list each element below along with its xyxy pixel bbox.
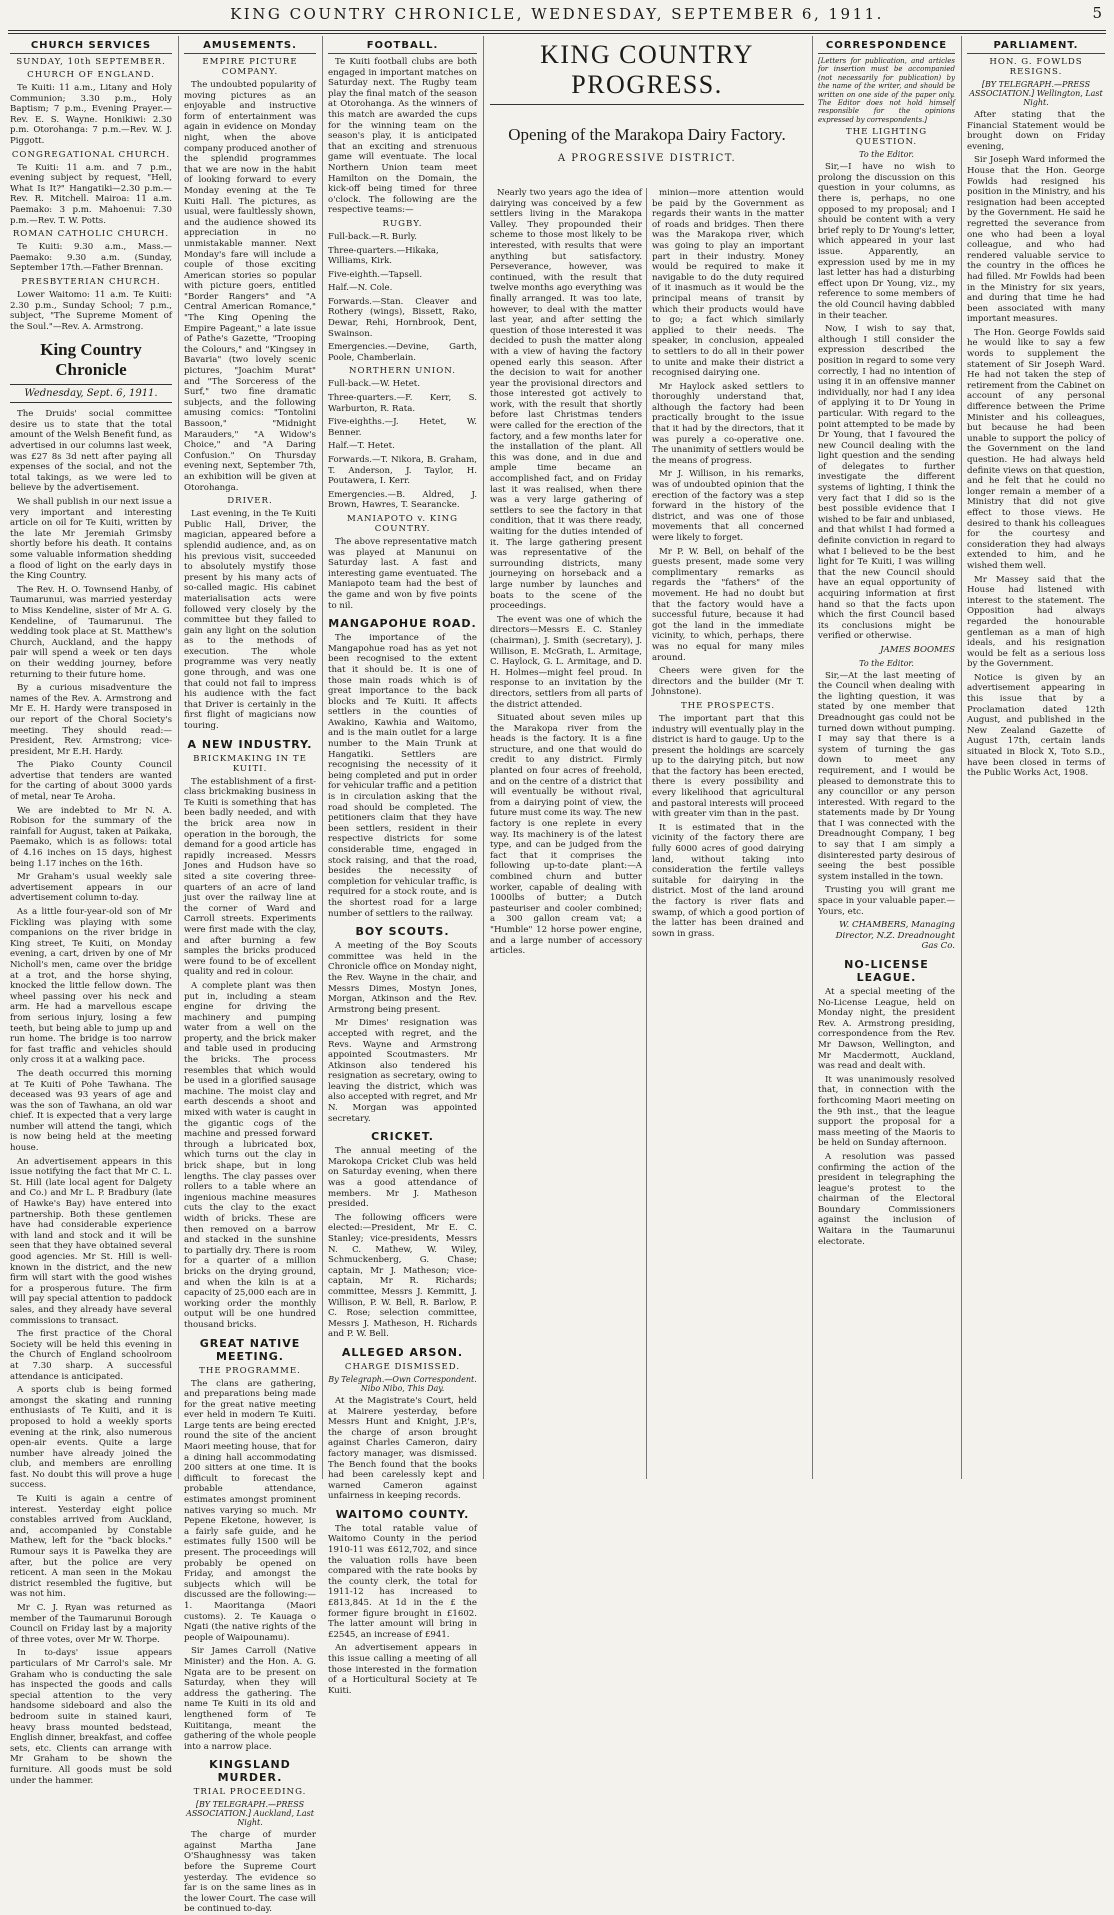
letter-salutation: To the Editor. [859,658,914,668]
lighting-question-heading: THE LIGHTING QUESTION. [845,127,928,148]
team-line: Full-back.—R. Burly. [328,231,417,242]
article-paragraph: Te Kuiti football clubs are both engaged in important matches on Saturday next. The Rugby team play the final match of the season at Otorohanga. As the winners of this match are awarded the cups for the winning team on the season's play, it is anticipated that an exciting and strenuous game will eventuate. The local Northern Union team meet Hamilton on the Domain, the kick-off being timed for three o'clock. The following are the respective teams:— [328,57,477,216]
article-paragraph: The following officers were elected:—President, Mr E. C. Stanley; vice-presidents, Messrs N. C. Mathew, W. Wiley, Schmuckenberg, G. Chase; captain, Mr J. Matheson; vice-captain, Mr R. Richards; committee, Messrs J. Kemmitt, J. Willison, P. W. Bell, R. Barlow, P. C. Rose; selection committee, Messrs J. Matheson, H. Richards and P. W. Bell. [328,1212,477,1340]
church-section-text: Lower Waitomo: 11 a.m. Te Kuiti: 2.30 p.m., Sunday School; 7 p.m., subject, "The Supreme Moment of the Soul."—Rev. A. Armstrong. [10,289,172,332]
news-paragraph: A sports club is being formed amongst the skating and running enthusiasts of Te Kuiti, and it is proposed to hold a weekly sports evening at the rink, also numerous open-air events. Quite a large number have already joined the club, and members are enrolling fast. No doubt this will prove a huge success. [10,1385,172,1491]
article-paragraph: The establishment of a first-class brickmaking business in Te Kuiti is something that has been badly needed, and with the brick area now in operation in the borough, the demand for a good article has rapidly increased. Messrs Jones and Hudson have so sited a site covering three-quarters of an acre of land just over the railway line at the corner of Ward and Carroll streets. Experiments were first made with the clay, and after burning a few samples the bricks produced were found to be of excellent quality and red in colour. [184,776,316,978]
team-line: Full-back.—W. Hetet. [328,379,420,390]
arson-subheading: CHARGE DISMISSED. [344,1361,461,1372]
church-section [10,70,172,147]
team-line: Emergencies.—Devine, Garth, Poole, Chamberlain. [328,342,477,363]
article-paragraph: Trusting you will grant me space in your valuable paper.—Yours, etc. [818,885,955,917]
main-article-body [490,188,804,1479]
paper-title: King Country Chronicle [40,340,142,380]
maniapoto-heading: MANIAPOTO v. KING COUNTRY. [347,513,458,534]
main-article-right-column [652,188,804,1479]
fowlds-heading: HON. G. FOWLDS RESIGNS. [989,57,1083,77]
rugby-heading: RUGBY. [382,218,423,229]
article-paragraph: Mr J. Willison, in his remarks, was of undoubted opinion that the erection of the factory was a step forward in the history of the district, and was one of those movements that all concerned were likely to forget. [652,469,804,543]
article-paragraph: The clans are gathering, and preparations being made for the great native meeting ever held in modern Te Kuiti. Large tents are being erected round the site of the ancient Maori meeting house, that for a dining hall accommodating 200 sitters at one time. It is difficult to forecast the probable attendance, estimates amongst prominent natives varying so much. Mr Pepene Eketone, however, is a fairly safe guide, and he estimates fully 1500 will be present. The proceedings will probably be opened on Friday, and amongst the subjects which will be discussed are the following:— 1. Maoritanga (Maori customs). 2. Te Kauaga o Ngati (the native rights of the people of Waipounamu). [184,1378,316,1643]
article-paragraph: It was unanimously resolved that, in connection with the forthcoming Maori meeting on the 9th inst., that the league support the proposal for a mass meeting of the Maoris to be held on Sunday afternoon. [818,1074,955,1149]
column-divider [812,36,813,1479]
article-paragraph: After stating that the Financial Statement would be brought down on Friday evening, [967,110,1105,152]
article-paragraph: Now, I wish to say that, although I still consider the expression described the position in regard to some very correctly, I had no intention of using it in an offensive manner individually, nor had I any idea of applying it to Dr Young in particular. With regard to the point attempted to be made by Dr Young, that I favoured the new Council dealing with the light question and the sending of delegates to further investigate the different systems of lighting, I think the very fact that I did so is the best possible evidence that I wished to be fair and unbiased, and that whilst I had formed a definite conviction in regard to what I believed to be the best light for Te Kuiti, I was willing that the new Council should have an equal opportunity of acquiring information at first hand so that the facts upon which the first Council based its conclusions might be verified or otherwise. [818,324,956,642]
column-3 [328,36,477,1696]
news-paragraph: The first practice of the Choral Society will be held this evening in the Church of England schoolroom at 7.30 sharp. A successful attendance is anticipated. [10,1329,172,1382]
news-paragraph: Te Kuiti is again a centre of interest. Yesterday eight police constables arrived from Auckland, and, accompanied by Constable Mathew, left for the "back blocks." Rumour says it is Pawelka they are after, but the police are very reticent. A man seen in the Mokau district resembled the fugitive, but was not him. [10,1494,172,1600]
no-license-heading: NO-LICENSE LEAGUE. [844,958,929,984]
news-paragraph: As a little four-year-old son of Mr Fickling was playing with some companions on the river bridge in King street, Te Kuiti, on Monday evening, a cart, driven by one of Mr Nicholl's men, came over the bridge at a trot, and the horse shying, knocked the little fellow down. The wheel passing over his neck and arm. He had a marvellous escape from serious injury, losing a few teeth, but being able to jump up and run home. The bridge is too narrow for fast traffic and vehicles should only cross it at a walking pace. [10,907,172,1066]
article-paragraph: Cheers were given for the directors and the builder (Mr T. Johnstone). [652,666,804,698]
church-section-text: Te Kuiti: 11 a.m. and 7 p.m., evening subject by request, "Hell, What Is It?" Hangatiki—2.30 p.m.—Rev. R. Mitchell. Mairoa: 11 a.m. Paemako: 3 p.m. Mahoenui: 7.30 p.m.—Rev. T. W. Potts. [10,162,172,226]
industry-subheading: BRICKMAKING IN TE KUITI. [193,753,307,774]
team-line: Three-quarters.—Hikaka, Williams, Kirk. [328,245,439,267]
column-2 [184,36,316,1915]
arson-dateline: By Telegraph.—Own Correspondent. Nibo Nibo, This Day. [328,1374,477,1393]
parliament-heading: PARLIAMENT. [967,40,1105,54]
mangapohue-heading: MANGAPOHUE ROAD. [328,617,477,631]
masthead-title: KING COUNTRY CHRONICLE, WEDNESDAY, SEPTEMBER 6, 1911. [230,5,884,23]
main-article-left-column [490,188,642,1479]
news-paragraph: By a curious misadventure the names of the Rev. A. Armstrong and Mr E. H. Hardy were transposed in our report of the Choral Society's meeting. They should read:—President, Rev. Armstrong; vice-president, Mr E.H. Hardy. [10,683,172,757]
northern-union-heading: NORTHERN UNION. [348,366,456,377]
column-5 [818,36,955,1479]
arson-heading: ALLEGED ARSON. [341,1345,464,1359]
main-article-kicker: A PROGRESSIVE DISTRICT. [557,153,737,164]
letter-signature: W. CHAMBERS, Managing Director, N.Z. Dreadnought Gas Co. [835,920,955,952]
article-paragraph: Mr Massey said that the House had listened with interest to the statement. The Opposition had always regarded the honourable gentleman as a man of high ideals, and his resignation would be felt as a serious loss by the Government. [967,574,1105,670]
news-paragraph: The Rev. H. O. Townsend Hanby, of Taumarunui, was married yesterday to Miss Kendeline, sister of Mr A. G. Kendeline, of Taumarunui. The wedding took place at St. Matthew's Church, Auckland, and the happy pair will spend a week or ten days on their wedding journey, before returning to their future home. [10,584,172,680]
article-paragraph: minion—more attention would be paid by the Government as regards their wants in the matter of roads and bridges. Then there was the Marakopa river, which was going to play an important part in their industry. Money would be required to make it navigable to do the duty required of it inasmuch as it would be the principal means of transit by which their products would have to go; a fact which similarly applied to their needs. The speaker, in conclusion, appealed to settlers to do all in their power to unite and make their district a recognised dairying one. [652,188,804,379]
article-paragraph: Situated about seven miles up the Marakopa river from the heads is the factory. It is a fine structure, and one that would do credit to any district. Firmly planted on four acres of freehold, and on the centre of a district that will eventually be without rival, from a dairying point of view, the future must come its way. The new factory is one replete in every way. Its machinery is of the latest type, and can be judged from the fact that it comprises the following up-to-date plant:—A combined churn and butter worker, capable of dealing with 1000lbs of butter; a Dutch pasteuriser and cooler combined; a 300 gallon cream vat; a "Humble" 12 horse power engine, and a large number of accessory articles. [490,713,642,957]
column-divider [178,36,179,1479]
native-meeting-heading: GREAT NATIVE MEETING. [199,1336,301,1363]
native-meeting-subheading: THE PROGRAMME. [199,1365,301,1376]
church-section-heading: PRESBYTERIAN CHURCH. [21,276,161,287]
football-heading: FOOTBALL. [328,40,477,54]
empire-heading: EMPIRE PICTURE COMPANY. [202,57,298,77]
team-line: Five-eighth.—Tapsell. [328,269,423,280]
news-paragraph: In to-days' issue appears particulars of Mr Carrol's sale. Mr Graham who is conducting the sale has inspected the goods and calls special attention to the very handsome sideboard and also the bedroom suite in stained kauri, heavy brass mounted bedstead, English dinner, breakfast, and coffee sets, etc. Clients can arrange with Mr Graham to be shown the furniture. All goods must be sold under the hammer. [10,1648,172,1786]
church-section [10,229,172,274]
church-services-heading: CHURCH SERVICES [10,40,172,54]
article-paragraph: The annual meeting of the Marokopa Cricket Club was held on Saturday evening, when there was a good attendance of members. Mr J. Matheson presided. [328,1146,477,1210]
article-paragraph: Notice is given by an advertisement appearing in this issue that by a Proclamation dated 12th August, and published in the New Zealand Gazette of August 17th, certain lands situated in Block X, Toto S.D., have been closed in terms of the Public Works Act, 1908. [967,672,1105,779]
article-paragraph: Nearly two years ago the idea of dairying was conceived by a few settlers living in the Marakopa Valley. They propounded their scheme to those most likely to be interested, with results that were anything but satisfactory. Perseverance, however, was continued, with the result that twelve months ago everything was finally arranged. It was too late, however, to deal with the matter last year, and after setting the question of those interested it was decided to push the matter along with a view of having the factory opened early this season. After the decision to wait for another year the provisional directors and those interested got actively to work, with the result that shortly before last Christmas tenders were called for the erection of the factory, and a few months later for the installation of the plant. All this was done, and in due and ample time became an accomplished fact, and on Friday last it was realised, when there was a very large gathering of settlers to see the factory in that condition, that it was there ready, waiting for the duties intended of it. The large gathering present was representative of the surrounding districts, many journeying on horseback and a large number by launches and boats to the scene of the proceedings. [490,188,642,612]
news-paragraph: The death occurred this morning at Te Kuiti of Pohe Tawhana. The deceased was 93 years of age and was the son of Tawhana, an old war chief. It is expected that a very large number will attend the tangi, which is now being held at the meeting house. [10,1068,172,1154]
article-paragraph: At a special meeting of the No-License League, held on Monday night, the president Rev. A. Armstrong presiding, correspondence from the Rev. Mr Dawson, Wellington, and Mr Macdermott, Auckland, was read and dealt with. [818,987,955,1072]
masthead [0,0,1114,28]
article-paragraph: It is estimated that in the vicinity of the factory there are fully 6000 acres of good dairying land, without taking into consideration the fertile valleys suitable for dairying in the district. Most of the land around the factory is river flats and swamp, of which a good portion of the latter has been drained and sown in grass. [652,822,804,939]
team-line: Forwards.—Stan. Cleaver and Rothery (wings), Bissett, Rako, Dewar, Rehi, Hornbrook, Dent, Swainson. [328,296,477,339]
article-paragraph: The Hon. George Fowlds said he would like to say a few words to supplement the statement of Sir Joseph Ward. He had not taken the step of retirement from the Cabinet on account of any personal difference between the Prime Minister and his colleagues, but because he had been unable to support the policy of the Government on the land question. He had always held definite views on that question, and he felt that he could no longer remain a member of a Ministry that did not give effect to those views. He desired to thank his colleagues for the courtesy and consideration they had always extended to him, and he wished them well. [967,327,1105,571]
paper-date: Wednesday, Sept. 6, 1911. [10,384,172,403]
cricket-heading: CRICKET. [371,1130,434,1144]
news-paragraph: Mr Graham's usual weekly sale advertisement appears in our advertisement column to-day. [10,872,172,904]
news-paragraph: An advertisement appears in this issue notifying the fact that Mr C. L. St. Hill (late local agent for Dalgety and Co.) and Mr L. P. Bradbury (late of Hawke's Bay) have entered into partnership. Both these gentlemen have had considerable experience with land and stock and it will be seen that they have obtained several good agencies. Mr St. Hill is well-known in the district, and the new firm will start with the good wishes for a prosperous future. The firm will pay special attention to paddock sales, and they already have several commissions to transact. [10,1156,172,1326]
column-divider [322,36,323,1479]
kingsland-dateline: [BY TELEGRAPH.—PRESS ASSOCIATION.] Auckland, Last Night. [186,1800,314,1828]
page-number: 5 [1092,4,1102,22]
church-section-heading: ROMAN CATHOLIC CHURCH. [12,229,170,240]
article-paragraph: At the Magistrate's Court, held at Mairere yesterday, before Messrs Hunt and Knight, J.P.'s, the charge of arson brought against Charles Cameron, dairy factory manager, was dismissed. The Bench found that the books had been carelessly kept and warned Cameron against unfairness in keeping records. [328,1395,477,1502]
main-article-subtitle: Opening of the Marakopa Dairy Factory. [508,125,786,144]
news-paragraph: The Druids' social committee desire us to state that the total amount of the Welsh Benefit fund, as advertised in our columns last week, was £27 8s 3d nett after paying all expenses of the social, and not the total takings, as we were led to believe by the advertisement. [10,409,172,494]
article-paragraph: Mr P. W. Bell, on behalf of the guests present, made some very complimentary remarks as regards the "fathers" of the movement. He had no doubt but that the factory would have a successful future, because it had got the land in the immediate vicinity, to which, perhaps, there was no equal for many miles around. [652,546,804,663]
church-section-heading: CHURCH OF ENGLAND. [27,70,155,80]
industry-heading: A NEW INDUSTRY. [187,737,313,751]
news-paragraph: Mr C. J. Ryan was returned as member of the Taumarunui Borough Council on Friday last by a majority of three votes, over Mr W. Thorpe. [10,1603,172,1645]
main-article-header [490,36,804,186]
letter-salutation: To the Editor. [859,150,914,160]
correspondence-note: [Letters for publication, and articles for insertion must be accompanied (not necessarily for publication) by the name of the writer, and should be written on one side of the paper only. The Editor does not hold himself responsible for the opinions expressed by correspondents.] [818,57,955,124]
team-line: Three-quarters.—F. Kerr, S. Warburton, R. Rata. [328,393,477,414]
team-line: Half.—T. Hetet. [328,441,395,452]
masthead-rule-2 [8,33,1106,34]
prospects-heading: THE PROSPECTS. [680,700,776,711]
news-paragraph: The Piako County Council advertise that tenders are wanted for the carting of about 3000 yards of metal, near Te Aroha. [10,760,172,803]
article-paragraph: The importance of the Mangapohue road has as yet not been recognised to the extent that it should be. It is one of those main roads which is of great importance to the back blocks and Te Kuiti. It affects settlers in the counties of Awakino, Kawhia and Waitomo, and is the main outlet for a large number to the Main Trunk at Hangatiki. Settlers are recognising the necessity of it being completed and put in order for vehicular traffic and a petition is in circulation asking that the road should be completed. The petitioners claim that they have been settlers, resident in their respective districts for some considerable time, engaged in stock raising, and that the road, besides the necessity of completion for vehicular traffic, is required for a stock route, and is the shortest road for a large number of settlers to the railway. [328,633,477,919]
church-section [10,150,172,227]
article-paragraph: The event was one of which the directors—Messrs E. C. Stanley (chairman), J. Smith (secretary), J. Willison, E. McGrath, L. Armitage, C. Haylock, G. L. Armitage, and D. H. Holmes—might feel proud. In response to an invitation by the directors, settlers from all parts of the district attended. [490,614,642,710]
article-paragraph: Sir,—I have no wish to prolong the discussion on this question in your columns, as there is, perhaps, no one opposed to my proposal; and I should be content with a very brief reply to Dr Young's letter, which appeared in your last issue. Apparently, an expression used by me in my last letter has had a disturbing effect upon Dr Young, viz., my reference to some members of the old Council having dabbled in their teacher. [818,162,955,321]
church-section-heading: CONGREGATIONAL CHURCH. [11,149,171,160]
article-paragraph: The undoubted popularity of moving pictures as an enjoyable and instructive form of entertainment was again in evidence on Monday night, when the above company produced another of the splendid programmes that we are now in the habit of looking forward to every Monday evening at the Te Kuiti Hall. The pictures, as usual, were faultlessly shown, and the audience showed its appreciation in no unmistakable manner. Next Monday's fare will include a couple of those exciting American stories so popular with picture goers, entitled "Border Rangers" and "A Central American Romance," "The King Opening the Empire Pageant," a late issue of Pathe's Gazette, "Trooping the Colours," and "Kingsey in Bavaria" (two lovely scenic pictures, "Joachim Murat" and "The Sorceress of the Surf," two fine dramatic subjects, and the following amusing comics: "Tontolini Bassoon," "Midnight Marauders," "A Widow's Choice," and "A Daring Confusion." On Thursday evening next, September 7th, an exhibition will be given at Otorohanga. [184,80,316,493]
article-paragraph: Sir,—At the last meeting of the Council when dealing with the lighting question, it was stated by one member that Dreadnought gas could not be turned down without pumping. I may say that there is a system of turning the gas down to meet any requirement, and I would be pleased to demonstrate this to any councillor or any person interested. With regard to the statements made by Dr Young that I was connected with the Dreadnought Company, I beg to say that I am simply a disinterested party desirous of seeing the best possible system installed in the town. [818,670,955,882]
article-paragraph: The charge of murder against Martha Jane O'Shaughnessy was taken before the Supreme Court yesterday. The evidence so far is on the same lines as in the lower Court. The case will be continued to-day. [184,1830,316,1915]
church-date: SUNDAY, 10th SEPTEMBER. [16,57,166,67]
news-paragraph: We are indebted to Mr N. A. Robison for the summary of the rainfall for August, taken at Paikaka, Paemako, which is as follows: total of 4.16 inches on 15 days, highest being 1.17 inches on the 16th. [10,805,172,869]
article-paragraph: The above representative match was played at Manunui on Saturday last. A fast and interesting game eventuated. The Maniapoto team had the best of the game and won by five points to nil. [328,536,477,611]
article-paragraph: The important part that this industry will eventually play in the district is hard to gauge. Up to the present the holdings are scarcely up to the dairying pitch, but now that the factory has been erected, there is every possibility and every likelihood that agricultural and pastoral interests will proceed with greater vim than in the past. [652,713,804,820]
driver-heading: DRIVER. [227,496,273,507]
kingsland-heading: KINGSLAND MURDER. [209,1758,291,1785]
letter-signature: JAMES BOOMES [880,644,955,655]
team-line: Emergencies.—B. Aldred, J. Brown, Hawres, T. Searancke. [328,489,477,511]
masthead-rule [8,30,1106,31]
boy-scouts-heading: BOY SCOUTS. [355,925,450,939]
article-paragraph: The total ratable value of Waitomo County in the period 1910-11 was £612,702, and since the valuation rolls have been compared with the rate books by the county clerk, the total for 1911-12 has increased to £813,845. At 1d in the £ the former figure brought in £1602. The latter amount will bring in £2545, an increase of £941. [328,1523,477,1640]
amusements-heading: AMUSEMENTS. [184,40,316,54]
column-6 [967,36,1105,1479]
team-line: Forwards.—T. Nikora, B. Graham, T. Anderson, J. Taylor, H. Poutawera, I. Kerr. [328,455,477,487]
kingsland-subheading: TRIAL PROCEEDING. [193,1787,307,1798]
article-paragraph: Sir James Carroll (Native Minister) and the Hon. A. G. Ngata are to be present on Saturday, when they will address the gathering. The name Te Kuiti in its old and lengthened form of Te Kuititanga, meant the gathering of the whole people into a narrow place. [184,1646,316,1752]
correspondence-heading: CORRESPONDENCE [818,40,955,54]
waitomo-heading: WAITOMO COUNTY. [335,1507,470,1521]
article-paragraph: Sir Joseph Ward informed the House that the Hon. George Fowlds had resigned his position in the Ministry, and his resignation had been accepted by the Government. He said he regretted the severance from one who had been a loyal colleague, and who had rendered valuable service to the country in the offices he had filled. Mr Fowlds had been in the Ministry for six years, and during that time he had been associated with many important measures. [967,155,1105,325]
team-line: Five-eighths.—J. Hetet, W. Benner. [328,417,477,438]
team-line: Half.—N. Cole. [328,283,393,294]
fowlds-dateline: [BY TELEGRAPH.—PRESS ASSOCIATION.] Wellington, Last Night. [969,80,1103,107]
column-divider [646,188,647,1479]
article-paragraph: A complete plant was then put in, including a steam engine for driving the machinery and pumping water from a well on the property, and the brick maker and table used in producing the bricks. The process resembles that which would be used in a glorified sausage machine. The moist clay and earth descends a shoot and mixed with water is caught in the gigantic cogs of the machine and pressed forward through a lubricated box, which turns out the clay in brick shape, but in long lengths. The clay passes over rollers to a table where an ingenious machine measures cuts the clay to the exact width of bricks. These are then removed on a barrow and stacked in the sunshine to partially dry. There is room for a quarter of a million bricks on the drying ground, and when the kiln is at a capacity of 25,000 each are in working order the monthly output will be one hundred thousand bricks. [184,980,316,1330]
article-paragraph: A resolution was passed confirming the action of the president in telegraphing the league's protest to the chairman of the Electoral Boundary Commissioners against the inclusion of Waitara in the Taumarunui electorate. [818,1151,955,1247]
column-divider [483,36,484,1479]
church-section-text: Te Kuiti: 11 a.m., Litany and Holy Communion; 3.30 p.m., Holy Baptism; 7 p.m., Evening Prayer.—Rev. E. S. Wayne. Honikiwi: 2.30 p.m. Otorohanga: 7 p.m.—Rev. W. J. Piggott. [10,83,172,146]
church-section [10,277,172,332]
article-paragraph: A meeting of the Boy Scouts committee was held in the Chronicle office on Monday night, the Rev. Wayne in the chair, and Messrs Dimes, Mostyn Jones, Morgan, Atkinson and the Rev. Armstrong being present. [328,941,477,1015]
main-article-title: KING COUNTRY PROGRESS. [490,40,804,105]
article-paragraph: Mr Haylock asked settlers to thoroughly understand that, although the factory had been practically brought to the issue that it had by the directors, that it was purely a co-operative one. The unanimity of settlers would be the means of progress. [652,381,804,466]
article-paragraph: Last evening, in the Te Kuiti Public Hall, Driver, the magician, appeared before a splendid audience, and, as on his previous visit, succeeded to absolutely mystify those present by his many acts of so-called magic. His cabinet materialisation acts were followed very closely by the committee but they failed to gain any light on the solution as to the methods of execution. The whole programme was very neatly gone through, and was one that could not fail to impress his audience with the fact that Driver is certainly in the first flight of magicians now touring. [184,509,316,732]
news-paragraph: We shall publish in our next issue a very important and interesting article on oil for Te Kuiti, written by the late Mr Jeremiah Grimsby shortly before his death. It contains some valuable information shedding a flood of light on the early days in the King Country. [10,497,172,582]
church-section-text: Te Kuiti: 9.30 a.m., Mass.—Paemako: 9.30 a.m. (Sunday, September 17th.—Father Brennan. [10,242,172,274]
column-1 [10,36,172,1786]
column-divider [961,36,962,1479]
article-paragraph: Mr Dimes' resignation was accepted with regret, and the Revs. Wayne and Armstrong appointed Scoutmasters. Mr Atkinson also tendered his resignation as secretary, owing to leaving the district, which was also accepted with regret, and Mr N. Morgan was appointed secretary. [328,1018,477,1124]
article-paragraph: An advertisement appears in this issue calling a meeting of all those interested in the formation of a Horticultural Society at Te Kuiti. [328,1643,477,1696]
